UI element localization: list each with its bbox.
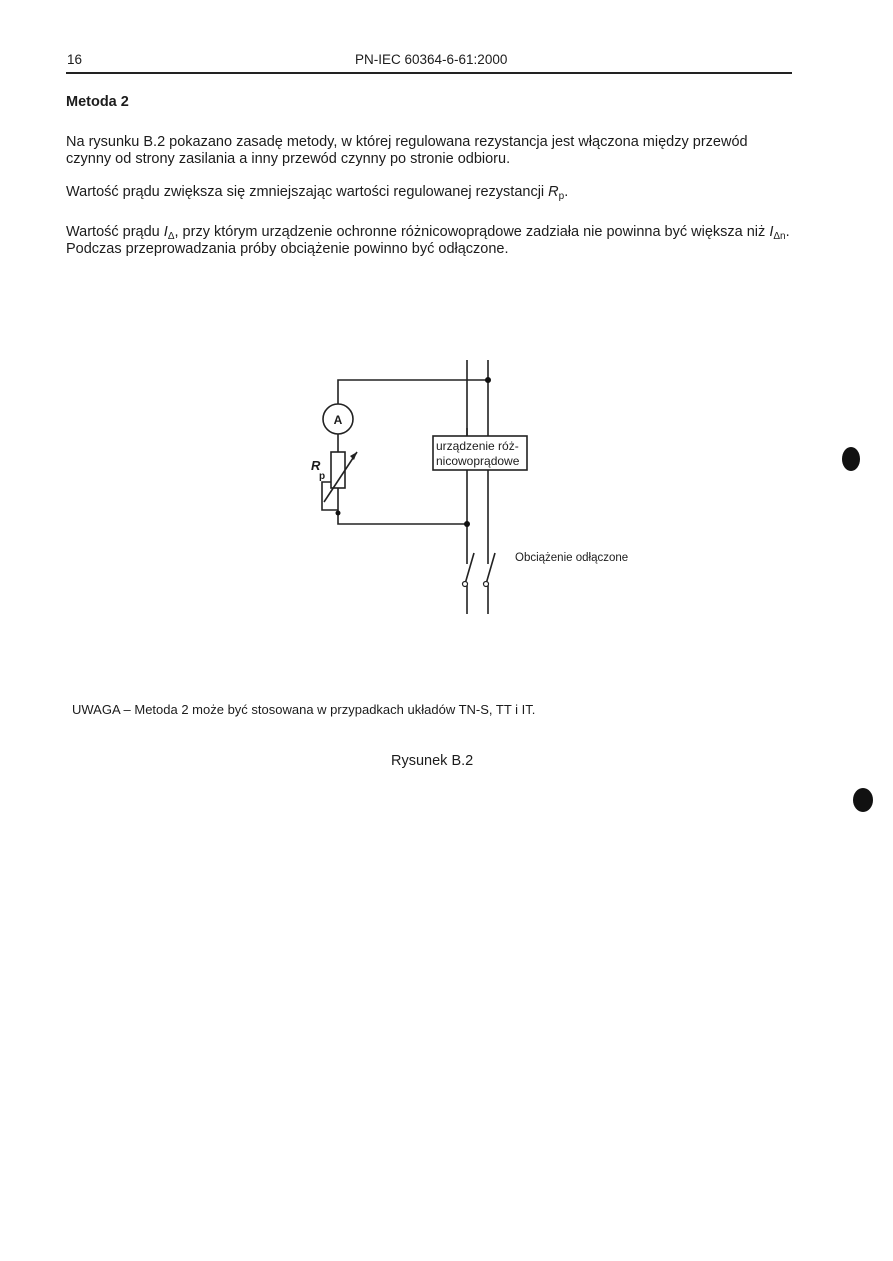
p2-text: Wartość prądu zwiększa się zmniejszając wartości regulowanej rezystancji [66, 184, 545, 200]
junction-dot-resistor [336, 511, 341, 516]
adjustable-resistor [331, 452, 345, 488]
p3-part-b: , przy którym urządzenie ochronne różnicowoprądowe zadziała nie powinna być większa niż [174, 224, 766, 240]
load-side-wire [338, 514, 467, 524]
rcd-label-line2: nicowoprądowe [436, 454, 520, 468]
paragraph-current-increase [66, 184, 796, 201]
rated-current-subscript: Δn [773, 231, 786, 242]
p2-end: . [564, 184, 569, 200]
section-heading: Metoda 2 [66, 94, 129, 110]
current-subscript: Δ [167, 231, 175, 242]
punch-hole-mark-top [842, 447, 860, 471]
resistor-subscript-label: p [319, 471, 326, 482]
document-code: PN-IEC 60364-6-61:2000 [355, 52, 508, 67]
load-disconnected-label: Obciążenie odłączone [515, 552, 629, 564]
supply-side-wire [338, 380, 488, 404]
wiper-wire [322, 482, 338, 510]
p3-part-c: . Podczas przeprowadzania próby obciążenie powinno być odłączone. [66, 224, 790, 257]
paragraph-method-principle: Na rysunku B.2 pokazano zasadę metody, w której regulowana rezystancja jest włączona między przewód czynny od strony zasilania a inny przewód czynny po stronie odbioru. [66, 134, 748, 167]
resistance-subscript: p [558, 191, 565, 202]
figure-caption: Rysunek B.2 [391, 753, 474, 769]
header-rule [66, 72, 792, 74]
p3-part-a: Wartość prądu [66, 224, 160, 240]
junction-dot-bottom [464, 521, 470, 527]
resistance-symbol: R [548, 184, 559, 200]
paragraph-trip-condition [66, 224, 796, 258]
page-number: 16 [67, 52, 83, 67]
resistor-label: R [311, 458, 321, 473]
ammeter-label: A [333, 413, 343, 427]
rcd-label-line1: urządzenie róż- [436, 439, 519, 453]
adjustment-arrow [324, 452, 357, 502]
current-symbol: I [163, 224, 168, 240]
circuit-diagram [300, 352, 660, 622]
punch-hole-mark-bottom [853, 788, 873, 812]
note: UWAGA – Metoda 2 może być stosowana w przypadkach układów TN-S, TT i IT. [72, 702, 536, 717]
rated-current-symbol: I [769, 224, 774, 240]
junction-dot-top [485, 377, 491, 383]
